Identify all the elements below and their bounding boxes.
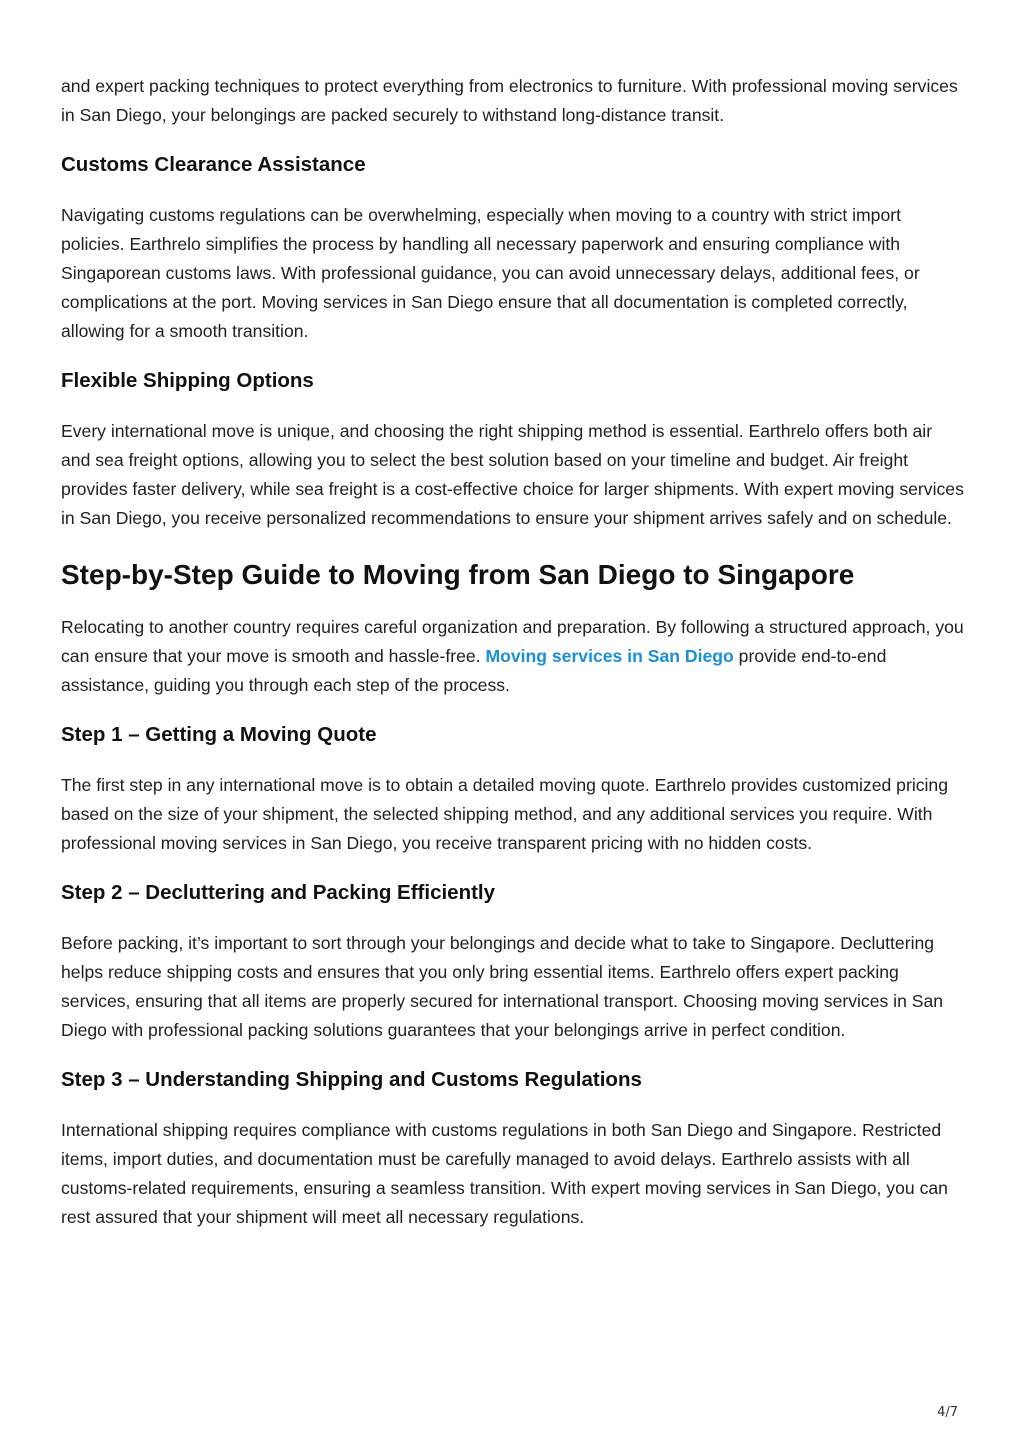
page-number: 4/7 <box>937 1405 958 1420</box>
shipping-heading: Flexible Shipping Options <box>61 369 314 392</box>
customs-heading: Customs Clearance Assistance <box>61 153 366 176</box>
guide-text-before: Relocating to another country requires careful organization and preparation. By following a structured approach, you can ensure that your move is smooth and hassle-free. <box>61 617 964 666</box>
step3-heading: Step 3 – Understanding Shipping and Customs Regulations <box>61 1068 642 1091</box>
guide-text-after: provide end-to-end assistance, guiding you through each step of the process. <box>61 646 887 695</box>
guide-heading: Step-by-Step Guide to Moving from San Diego to Singapore <box>61 559 855 590</box>
moving-services-link[interactable]: Moving services in San Diego <box>485 646 734 666</box>
customs-paragraph: Navigating customs regulations can be overwhelming, especially when moving to a country with strict import policies. Earthrelo simplifies the process by handling all necessary paperwork and ensuring compliance with Singaporean customs laws. With professional guidance, you can avoid unnecessary delays, additional fees, or complications at the port. Moving services in San Diego ensure that all documentation is completed correctly, allowing for a smooth transition. <box>61 205 920 341</box>
shipping-paragraph: Every international move is unique, and choosing the right shipping method is essential. Earthrelo offers both air and sea freight options, allowing you to select the best solution based on your timeline and budget. Air freight provides faster delivery, while sea freight is a cost-effective choice for larger shipments. With expert moving services in San Diego, you receive personalized recommendations to ensure your shipment arrives safely and on schedule. <box>61 421 964 528</box>
step2-heading: Step 2 – Decluttering and Packing Efficiently <box>61 881 496 904</box>
step1-heading: Step 1 – Getting a Moving Quote <box>61 723 377 746</box>
step3-paragraph: International shipping requires compliance with customs regulations in both San Diego and Singapore. Restricted items, import duties, and documentation must be carefully managed to avoid delays. Earthrelo assists with all customs-related requirements, ensuring a seamless transition. With expert moving services in San Diego, you can rest assured that your shipment will meet all necessary regulations. <box>61 1120 948 1227</box>
document-page <box>61 72 966 1232</box>
step1-paragraph: The first step in any international move is to obtain a detailed moving quote. Earthrelo provides customized pricing based on the size of your shipment, the selected shipping method, and any additional services you require. With professional moving services in San Diego, you receive transparent pricing with no hidden costs. <box>61 775 949 853</box>
guide-paragraph <box>61 613 966 700</box>
step2-paragraph: Before packing, it’s important to sort through your belongings and decide what to take to Singapore. Decluttering helps reduce shipping costs and ensures that you only bring essential items. Earthrelo offers expert packing services, ensuring that all items are properly secured for international transport. Choosing moving services in San Diego with professional packing solutions guarantees that your belongings arrive in perfect condition. <box>61 933 944 1040</box>
intro-tail-paragraph: and expert packing techniques to protect everything from electronics to furniture. With professional moving services in San Diego, your belongings are packed securely to withstand long-distance transit. <box>61 76 958 125</box>
